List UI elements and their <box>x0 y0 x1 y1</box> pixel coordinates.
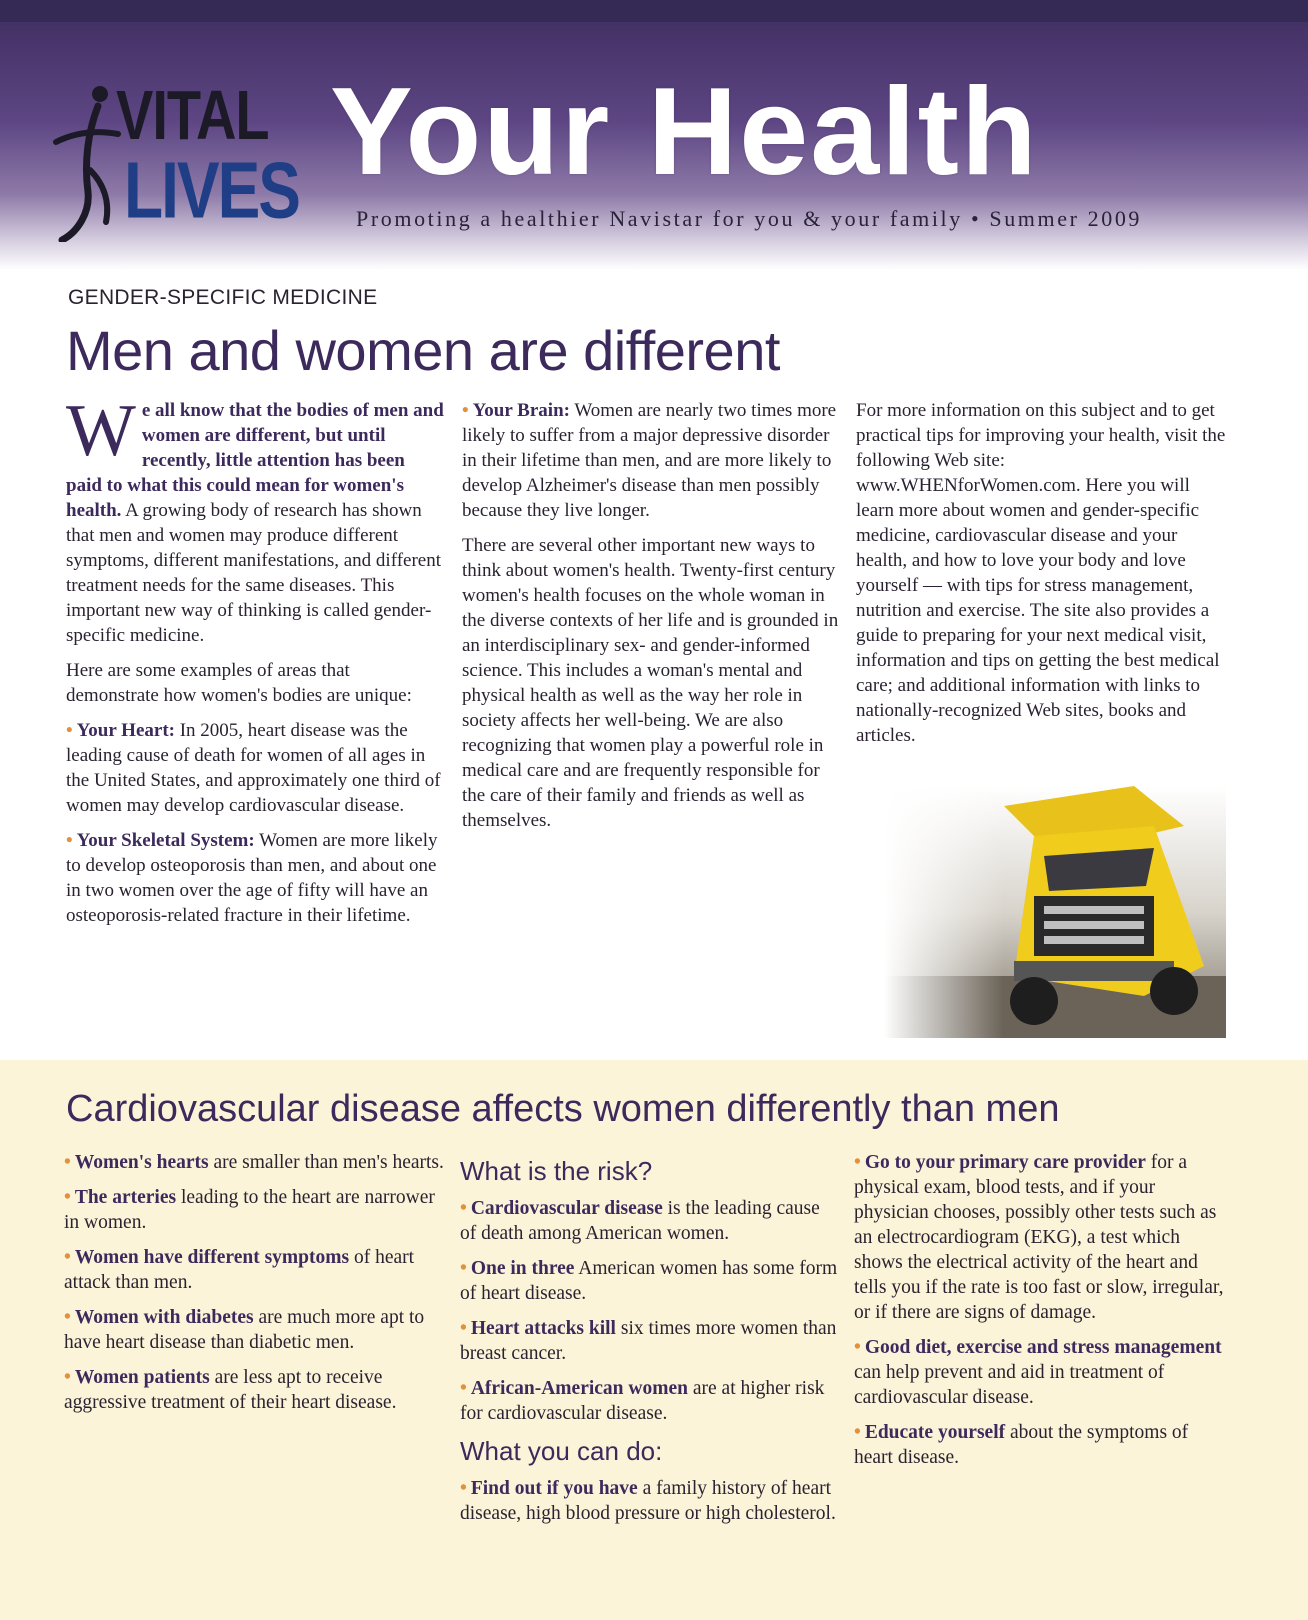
skeletal-label: Your Skeletal System: <box>76 830 255 851</box>
list-item <box>64 1365 444 1415</box>
cardio-column-2 <box>460 1150 840 1536</box>
section-kicker: GENDER-SPECIFIC MEDICINE <box>68 286 378 309</box>
item-text: are smaller than men's hearts. <box>208 1152 444 1173</box>
more-info-paragraph: For more information on this subject and to get practical tips for improving your health, visit the following Web site: www.WHENforWomen.com. Here you will learn more about women and gender-specific medicine, cardiovascular disease and your health, and how to love your body and love yourself — with tips for stress management, nutrition and exercise. The site also provides a guide to preparing for your next medical visit, information and tips on getting the best medical care; and additional information with links to nationally-recognized Web sites, books and articles. <box>856 400 1226 746</box>
item-bold: Cardiovascular disease <box>470 1198 663 1219</box>
list-item <box>460 1316 840 1366</box>
item-text: of heart attack than men. <box>64 1247 415 1293</box>
list-item <box>460 1256 840 1306</box>
bullet-icon: • <box>64 1367 71 1388</box>
article-column-1 <box>66 390 444 938</box>
heart-paragraph <box>66 718 444 818</box>
truck-photo <box>884 786 1226 1038</box>
brain-text: Women are nearly two times more likely to suffer from a major depressive disorder in their lifetime than men, and are more likely to develop Alzheimer's disease than men possibly because they live longer. <box>462 400 837 521</box>
cardio-section-title: Cardiovascular disease affects women differently than men <box>66 1088 1060 1130</box>
newsletter-title: Your Health <box>330 63 1039 201</box>
other-ways-paragraph: There are several other important new ways to think about women's health. Twenty-first century women's health focuses on the whole woman in the diverse contexts of her life and is grounded in an interdisciplinary sex- and gender-informed science. This includes a woman's mental and physical health as well as the way her role in society affects her well-being. We are also recognizing that women play a powerful role in medical care and are frequently responsible for the care of their family and friends as well as themselves. <box>462 535 839 831</box>
item-bold: Women patients <box>74 1367 210 1388</box>
lead-paragraph <box>66 390 444 648</box>
list-item <box>64 1305 444 1355</box>
bullet-icon: • <box>64 1187 71 1208</box>
tagline: Promoting a healthier Navistar for you & your family • Summer 2009 <box>356 206 1143 231</box>
lead-bold-text: e all know that the bodies of men and women are different, but until recently, little attention has been paid to what this could mean for women's health. <box>66 400 444 521</box>
bullet-icon: • <box>66 830 73 851</box>
item-bold: African-American women <box>470 1378 688 1399</box>
skeletal-text: Women are more likely to develop osteoporosis than men, and about one in two women over the age of fifty will have an osteoporosis-related fracture in their lifetime. <box>66 830 438 926</box>
bullet-icon: • <box>460 1258 467 1279</box>
lead-text: A growing body of research has shown that men and women may produce different symptoms, different manifestations, and different treatment needs for the same diseases. This important new way of thinking is called gender-specific medicine. <box>66 500 441 646</box>
heart-label: Your Heart: <box>76 720 175 741</box>
item-text: can help prevent and aid in treatment of cardiovascular disease. <box>854 1362 1165 1408</box>
skeletal-paragraph <box>66 828 444 928</box>
bullet-icon: • <box>854 1152 861 1173</box>
bullet-icon: • <box>460 1378 467 1399</box>
what-you-can-do-heading: What you can do: <box>460 1436 663 1466</box>
masthead <box>0 0 1308 270</box>
bullet-icon: • <box>854 1422 861 1443</box>
bullet-icon: • <box>460 1318 467 1339</box>
item-bold: Educate yourself <box>864 1422 1006 1443</box>
list-item <box>854 1335 1224 1410</box>
item-bold: Women have different symptoms <box>74 1247 350 1268</box>
item-bold: Find out if you have <box>470 1478 638 1499</box>
item-text: are less apt to receive aggressive treatment of their heart disease. <box>64 1367 397 1413</box>
article-headline: Men and women are different <box>66 319 780 382</box>
list-item <box>64 1150 444 1175</box>
logo-text-vital: VITAL <box>116 75 269 154</box>
item-text: a family history of heart disease, high blood pressure or high cholesterol. <box>460 1478 836 1524</box>
bullet-icon: • <box>64 1247 71 1268</box>
list-item <box>460 1196 840 1246</box>
examples-intro: Here are some examples of areas that demonstrate how women's bodies are unique: <box>66 660 412 706</box>
brain-label: Your Brain: <box>472 400 570 421</box>
item-bold: The arteries <box>74 1187 177 1208</box>
top-strip <box>0 0 1308 22</box>
item-text: leading to the heart are narrower in women. <box>64 1187 435 1233</box>
item-bold: Heart attacks kill <box>470 1318 616 1339</box>
bullet-icon: • <box>854 1337 861 1358</box>
item-text: six times more women than breast cancer. <box>460 1318 837 1364</box>
list-item <box>854 1150 1224 1325</box>
drop-cap: W <box>66 390 136 472</box>
bullet-icon: • <box>460 1478 467 1499</box>
bullet-icon: • <box>66 720 73 741</box>
item-text: for a physical exam, blood tests, and if your physician chooses, possibly other tests such as an electrocardiogram (EKG), a test which shows the electrical activity of the heart and tells you if the rate is too fast or slow, irregular, or if there are signs of damage. <box>854 1152 1224 1323</box>
item-bold: Women with diabetes <box>74 1307 254 1328</box>
item-text: American women has some form of heart disease. <box>460 1258 838 1304</box>
list-item <box>64 1185 444 1235</box>
list-item <box>854 1420 1224 1470</box>
list-item <box>460 1376 840 1426</box>
logo-text-lives: LIVES <box>124 145 299 235</box>
item-bold: One in three <box>470 1258 575 1279</box>
risk-heading: What is the risk? <box>460 1156 653 1186</box>
item-bold: Go to your primary care provider <box>864 1152 1146 1173</box>
bullet-icon: • <box>462 400 469 421</box>
bullet-icon: • <box>64 1152 71 1173</box>
heart-text: In 2005, heart disease was the leading cause of death for women of all ages in the United States, and approximately one third of women may develop cardiovascular disease. <box>66 720 441 816</box>
list-item <box>460 1476 840 1526</box>
item-text: are at higher risk for cardiovascular disease. <box>460 1378 825 1424</box>
item-text: about the symptoms of heart disease. <box>854 1422 1189 1468</box>
vital-lives-logo <box>48 72 328 242</box>
bullet-icon: • <box>64 1307 71 1328</box>
brain-paragraph <box>462 398 840 523</box>
item-text: are much more apt to have heart disease than diabetic men. <box>64 1307 425 1353</box>
cardio-column-3 <box>854 1150 1224 1480</box>
article-column-3 <box>856 398 1226 758</box>
article-column-2 <box>462 398 840 843</box>
item-text: is the leading cause of death among American women. <box>460 1198 820 1244</box>
cardio-column-1 <box>64 1150 444 1425</box>
list-item <box>64 1245 444 1295</box>
item-bold: Good diet, exercise and stress management <box>864 1337 1222 1358</box>
bullet-icon: • <box>460 1198 467 1219</box>
item-bold: Women's hearts <box>74 1152 209 1173</box>
